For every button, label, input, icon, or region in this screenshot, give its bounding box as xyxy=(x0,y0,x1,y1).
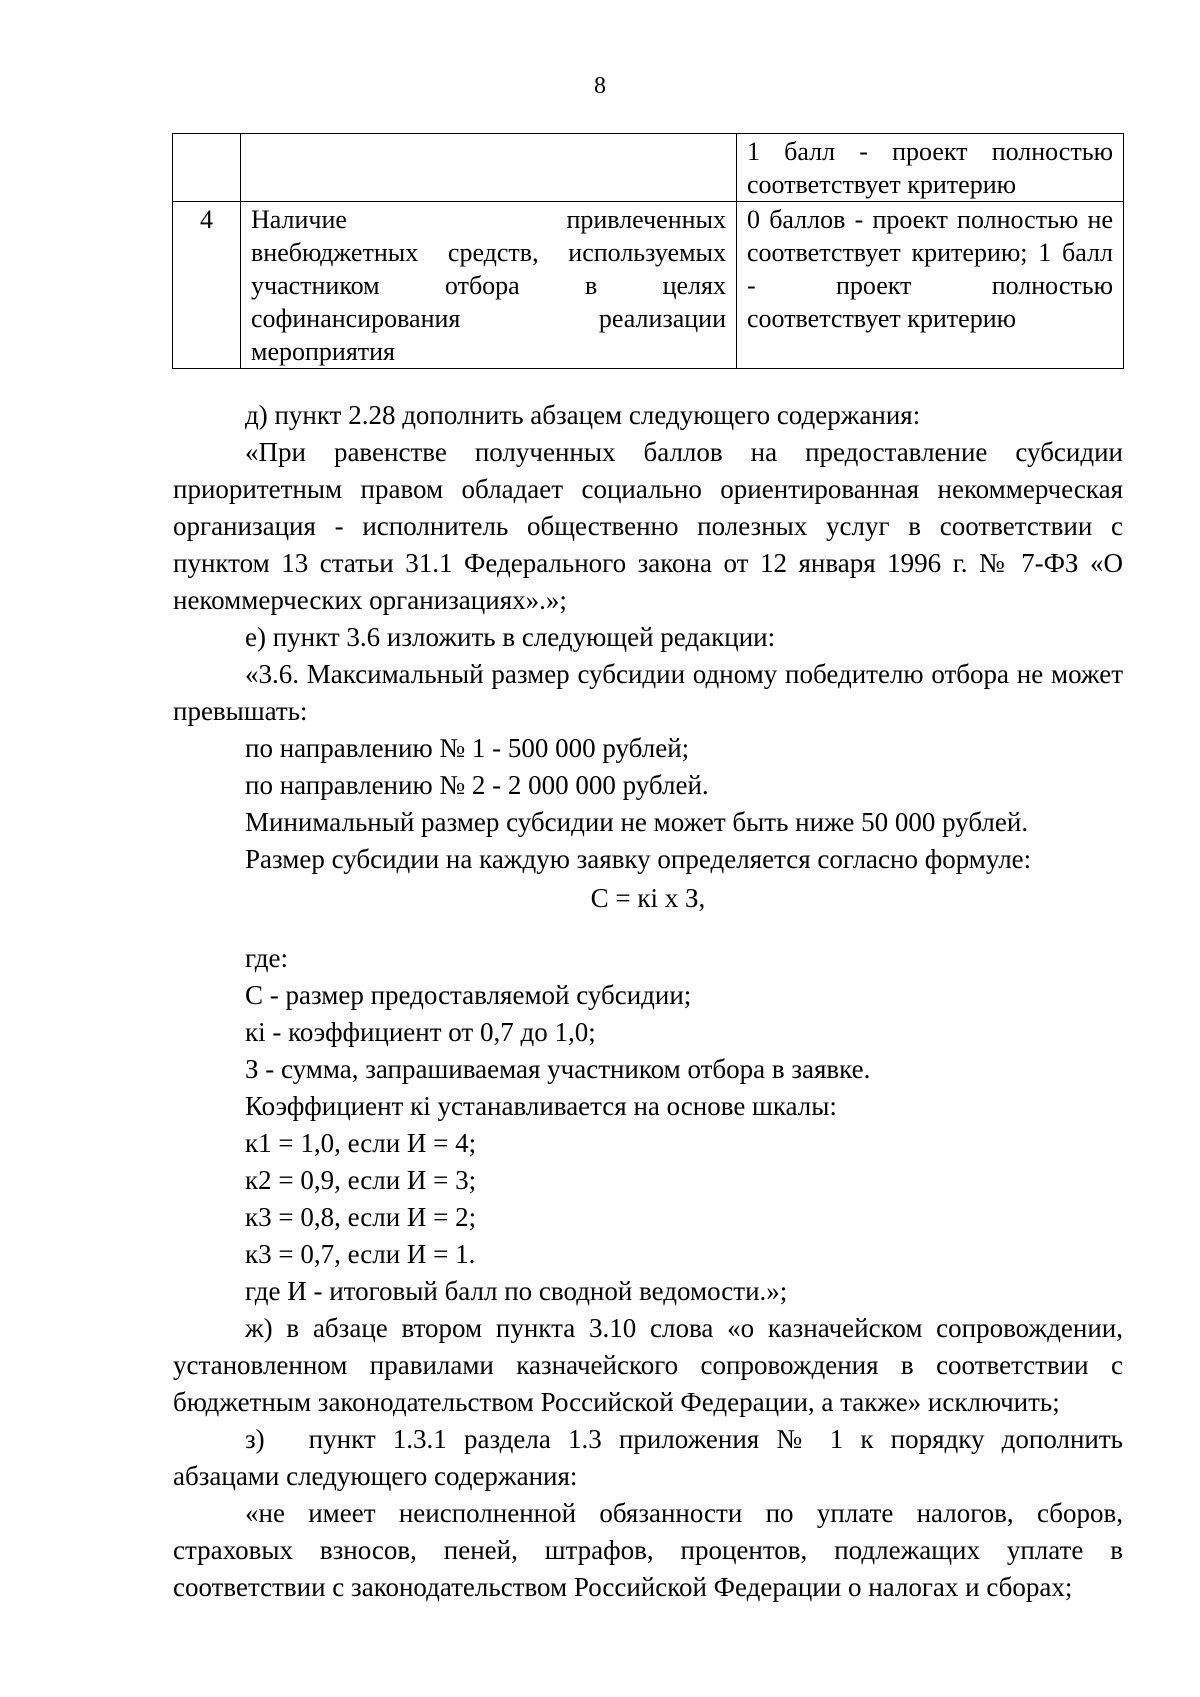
criteria-table xyxy=(172,133,1124,369)
paragraph: е) пункт 3.6 изложить в следующей редакции: xyxy=(245,622,776,652)
paragraph: д) пункт 2.28 дополнить абзацем следующего содержания: xyxy=(245,400,921,430)
paragraph: Коэффициент кі устанавливается на основе шкалы: xyxy=(245,1091,837,1121)
paragraph xyxy=(173,1421,1123,1495)
paragraph: Размер субсидии на каждую заявку определяется согласно формуле: xyxy=(245,844,1032,874)
paragraph: З - сумма, запрашиваемая участником отбора в заявке. xyxy=(245,1054,871,1084)
document-body xyxy=(173,397,1123,1606)
score-cell xyxy=(737,202,1124,369)
score-cell xyxy=(737,134,1124,202)
table-row xyxy=(173,202,1124,369)
criterion-line: Наличие привлеченных xyxy=(251,205,726,234)
criterion-line: участником отбора в целях xyxy=(251,271,726,300)
criterion-cell xyxy=(241,202,737,369)
paragraph: к3 = 0,7, если И = 1. xyxy=(245,1239,476,1269)
paragraph: где И - итоговый балл по сводной ведомости.»; xyxy=(245,1276,788,1306)
item-marker: з) xyxy=(245,1424,265,1454)
table-row xyxy=(173,134,1124,202)
paragraph: по направлению № 2 - 2 000 000 рублей. xyxy=(245,770,709,800)
score-text: 1 балл - проект полностью соответствует критерию xyxy=(747,137,1113,199)
subsidy-formula: С = кі х З, xyxy=(590,883,706,913)
paragraph: к1 = 1,0, если И = 4; xyxy=(245,1128,477,1158)
criterion-line: мероприятия xyxy=(251,337,396,366)
paragraph: «При равенстве полученных баллов на предоставление субсидии приоритетным правом обладает социально ориентированная некоммерческая организация - исполнитель общественно полезных услуг в соответствии с пунктом 13 статьи 31.1 Федерального закона от 12 января 1996 г. № 7-ФЗ «О некоммерческих организациях».»; xyxy=(173,437,1123,615)
paragraph: где: xyxy=(245,943,288,973)
paragraph: «не имеет неисполненной обязанности по уплате налогов, сборов, страховых взносов, пеней, штрафов, процентов, подлежащих уплате в соответствии с законодательством Российской Федерации о налогах и сборах; xyxy=(173,1498,1123,1602)
page-number: 8 xyxy=(594,73,606,99)
paragraph: ж) в абзаце втором пункта 3.10 слова «о казначейском сопровождении, установленном правилами казначейского сопровождения в соответствии с бюджетным законодательством Российской Федерации, а также» исключить; xyxy=(173,1313,1123,1417)
criterion-line: внебюджетных средств, используемых xyxy=(251,238,726,267)
paragraph: «3.6. Максимальный размер субсидии одному победителю отбора не может превышать: xyxy=(173,659,1123,726)
score-text: 0 баллов - проект полностью не соответствует критерию; 1 балл - проект полностью соответствует критерию xyxy=(747,205,1113,333)
paragraph: кі - коэффициент от 0,7 до 1,0; xyxy=(245,1017,596,1047)
item-text: пункт 1.3.1 раздела 1.3 приложения № 1 к порядку дополнить абзацами следующего содержания: xyxy=(173,1424,1123,1491)
paragraph: С - размер предоставляемой субсидии; xyxy=(245,980,692,1010)
criterion-cell xyxy=(241,134,737,202)
paragraph: Минимальный размер субсидии не может быть ниже 50 000 рублей. xyxy=(245,807,1029,837)
criterion-line: софинансирования реализации xyxy=(251,304,726,333)
paragraph: по направлению № 1 - 500 000 рублей; xyxy=(245,733,690,763)
paragraph: к2 = 0,9, если И = 3; xyxy=(245,1165,477,1195)
row-number-cell: 4 xyxy=(173,202,241,369)
row-number-cell xyxy=(173,134,241,202)
paragraph: к3 = 0,8, если И = 2; xyxy=(245,1202,477,1232)
